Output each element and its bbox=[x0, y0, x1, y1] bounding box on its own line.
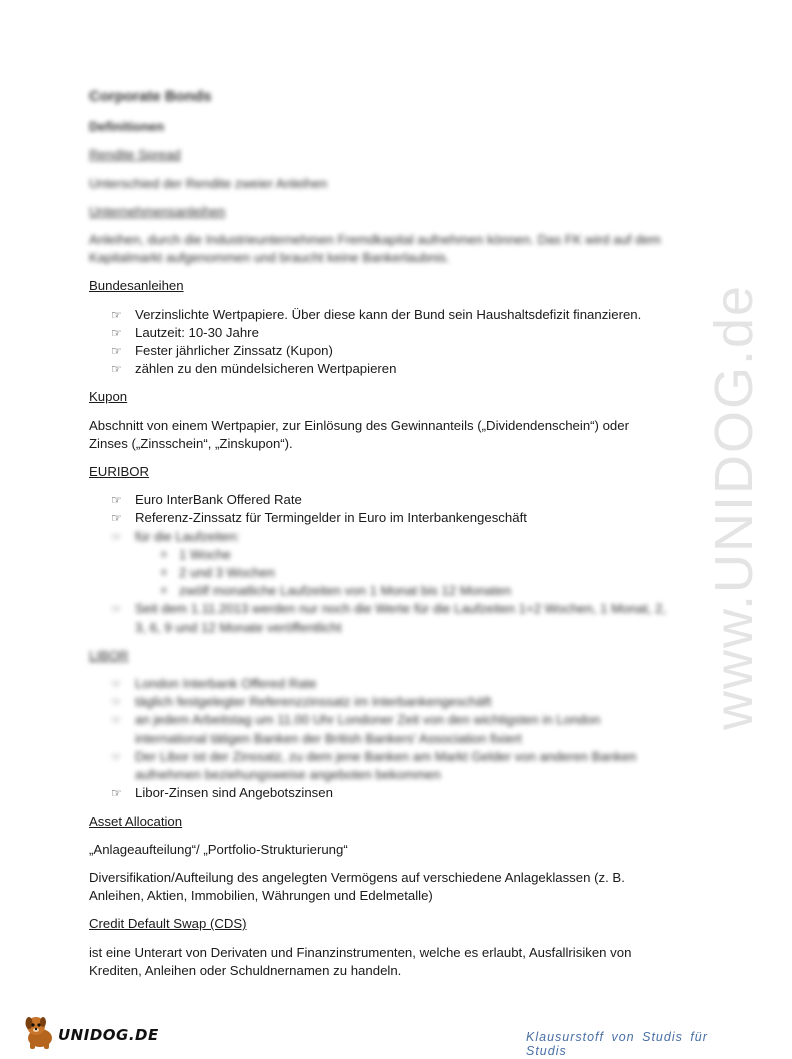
list-bundesanleihen bbox=[89, 306, 669, 379]
pointing-hand-icon: ☞ bbox=[111, 307, 122, 322]
pointing-hand-icon: ☞ bbox=[111, 325, 122, 340]
list-item: ☞ an jedem Arbeitstag um 11.00 Uhr Londoner Zeit von den wichtigsten in London international tätigen Banken der British Bankers' Association fixiert bbox=[111, 712, 601, 746]
heading-libor: LIBOR bbox=[89, 647, 129, 663]
text-rendite-spread: Unterschied der Rendite zweier Anleihen bbox=[89, 175, 328, 191]
list-item: ☞ Lautzeit: 10-30 Jahre bbox=[111, 324, 669, 342]
heading-bundesanleihen: Bundesanleihen bbox=[89, 278, 184, 294]
circle-icon: o bbox=[161, 585, 167, 597]
sublist-laufzeiten bbox=[135, 546, 669, 601]
watermark-text: www.UNIDOG.de bbox=[704, 283, 764, 730]
pointing-hand-icon: ☞ bbox=[111, 786, 122, 801]
text-asset-allocation-2: Diversifikation/Aufteilung des angelegten Vermögens auf verschiedene Anlageklassen (z. B. Anleihen, Aktien, Immobilien, Währungen und Edelmetalle) bbox=[89, 869, 625, 904]
sub-list-item: o 1 Woche bbox=[159, 546, 669, 564]
list-item: ☞ London Interbank Offered Rate bbox=[111, 675, 669, 693]
list-item: ☞ Verzinslichte Wertpapiere. Über diese kann der Bund sein Haushaltsdefizit finanzieren. bbox=[111, 306, 669, 324]
list-item: ☞ zählen zu den mündelsicheren Wertpapieren bbox=[111, 360, 669, 378]
list-item: ☞ täglich festgelegter Referenzzinssatz im Interbankengeschäft bbox=[111, 693, 669, 711]
logo-text: UNIDOG.DE bbox=[58, 1026, 159, 1044]
list-libor bbox=[89, 675, 669, 802]
section-subtitle: Definitionen bbox=[89, 119, 165, 135]
list-euribor bbox=[89, 491, 669, 637]
pointing-hand-icon: ☞ bbox=[111, 511, 122, 526]
document-content bbox=[89, 88, 669, 990]
heading-euribor: EURIBOR bbox=[89, 464, 150, 480]
pointing-hand-icon: ☞ bbox=[111, 529, 122, 544]
pointing-hand-icon: ☞ bbox=[111, 677, 122, 692]
pointing-hand-icon: ☞ bbox=[111, 602, 122, 617]
sub-list-item: o 2 und 3 Wochen bbox=[159, 564, 669, 582]
text-asset-allocation-1: „Anlageaufteilung“/ „Portfolio-Strukturierung“ bbox=[89, 841, 348, 857]
heading-kupon: Kupon bbox=[89, 389, 128, 405]
circle-icon: o bbox=[161, 548, 167, 560]
circle-icon: o bbox=[161, 567, 167, 579]
footer-tagline: Klausurstoff von Studis für Studis bbox=[526, 1030, 708, 1058]
text-unternehmensanleihen: Anleihen, durch die Industrieunternehmen Fremdkapital aufnehmen können. Das FK wird auf dem Kapitalmarkt aufgenommen und braucht keine Bankerlaubnis. bbox=[89, 232, 661, 266]
list-item: ☞ Fester jährlicher Zinssatz (Kupon) bbox=[111, 342, 669, 360]
heading-rendite-spread: Rendite Spread bbox=[89, 147, 181, 163]
heading-asset-allocation: Asset Allocation bbox=[89, 813, 183, 829]
unidog-logo bbox=[22, 1012, 162, 1052]
list-item: ☞ Libor-Zinsen sind Angebotszinsen bbox=[111, 784, 669, 802]
pointing-hand-icon: ☞ bbox=[111, 749, 122, 764]
heading-unternehmensanleihen: Unternehmensanleihen bbox=[89, 203, 226, 219]
pointing-hand-icon: ☞ bbox=[111, 493, 122, 508]
pointing-hand-icon: ☞ bbox=[111, 713, 122, 728]
pointing-hand-icon: ☞ bbox=[111, 362, 122, 377]
dog-icon bbox=[22, 1012, 62, 1052]
pointing-hand-icon: ☞ bbox=[111, 344, 122, 359]
list-item: ☞ Seit dem 1.11.2013 werden nur noch die Werte für die Laufzeiten 1+2 Wochen, 1 Monat, 2, 3, 6, 9 und 12 Monate veröffentlicht bbox=[111, 601, 667, 635]
pointing-hand-icon: ☞ bbox=[111, 695, 122, 710]
list-item: ☞ Der Libor ist der Zinssatz, zu dem jene Banken am Markt Gelder von anderen Banken aufnehmen beziehungsweise angeboten bekommen bbox=[111, 748, 637, 783]
text-kupon: Abschnitt von einem Wertpapier, zur Einlösung des Gewinnanteils („Dividendenschein“) oder Zinses („Zinsschein“, „Zinskupon“). bbox=[89, 417, 629, 451]
sub-list-item: o zwölf monatliche Laufzeiten von 1 Monat bis 12 Monaten bbox=[159, 582, 669, 600]
list-item: ☞ für die Laufzeiten: o 1 Woche o 2 und 3 Wochen o zwölf monatliche Laufzeiten von 1 Monat bis 12 Monaten bbox=[111, 528, 669, 601]
heading-cds: Credit Default Swap (CDS) bbox=[89, 916, 247, 932]
text-cds: ist eine Unterart von Derivaten und Finanzinstrumenten, welche es erlaubt, Ausfallrisiken von Krediten, Anleihen oder Schuldnernamen zu handeln. bbox=[89, 944, 632, 978]
list-item: ☞ Referenz-Zinssatz für Termingelder in Euro im Interbankengeschäft bbox=[111, 509, 669, 527]
list-item: ☞ Euro InterBank Offered Rate bbox=[111, 491, 669, 509]
page-title: Corporate Bonds bbox=[89, 88, 212, 105]
